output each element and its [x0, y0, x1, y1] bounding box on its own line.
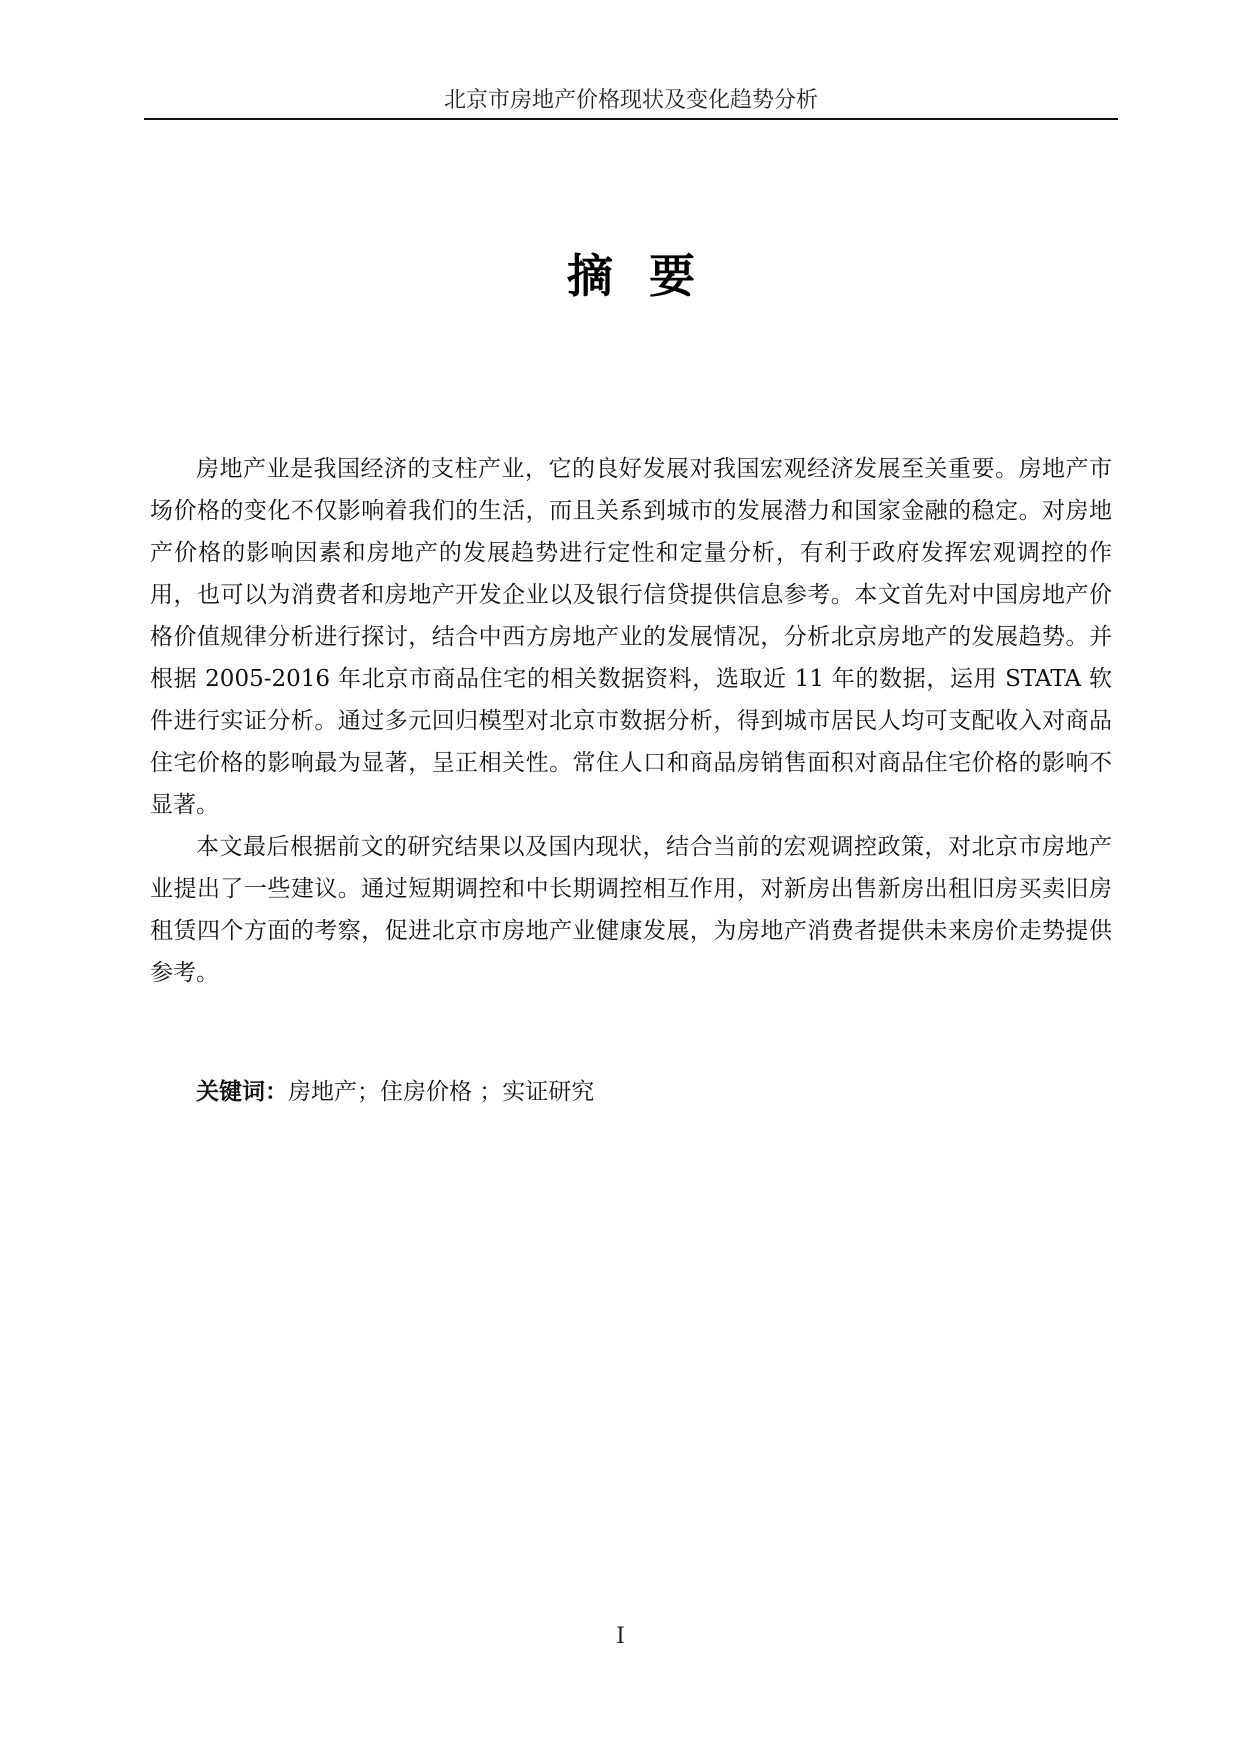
abstract-body: [150, 448, 1112, 994]
page-number: I: [616, 1624, 625, 1649]
keywords-values: 房地产；住房价格 ；实证研究: [288, 1079, 595, 1105]
abstract-paragraph-2: 本文最后根据前文的研究结果以及国内现状，结合当前的宏观调控政策，对北京市房地产业提出了一些建议。通过短期调控和中长期调控相互作用，对新房出售新房出租旧房买卖旧房租赁四个方面的考察，促进北京市房地产业健康发展，为房地产消费者提供未来房价走势提供参考。: [150, 834, 1112, 986]
keywords-line: [196, 1074, 594, 1110]
keywords-label: 关键词：: [196, 1079, 288, 1105]
header-divider: [144, 118, 1118, 120]
abstract-paragraph-1: 房地产业是我国经济的支柱产业，它的良好发展对我国宏观经济发展至关重要。房地产市场价格的变化不仅影响着我们的生活，而且关系到城市的发展潜力和国家金融的稳定。对房地产价格的影响因素和房地产的发展趋势进行定性和定量分析，有利于政府发挥宏观调控的作用，也可以为消费者和房地产开发企业以及银行信贷提供信息参考。本文首先对中国房地产价格价值规律分析进行探讨，结合中西方房地产业的发展情况，分析北京房地产的发展趋势。并根据 2005-2016 年北京市商品住宅的相关数据资料，选取近 11 年的数据，运用 STATA 软件进行实证分析。通过多元回归模型对北京市数据分析，得到城市居民人均可支配收入对商品住宅价格的影响最为显著，呈正相关性。常住人口和商品房销售面积对商品住宅价格的影响不显著。: [150, 456, 1112, 818]
abstract-title: 摘要: [567, 249, 731, 303]
running-header: 北京市房地产价格现状及变化趋势分析: [443, 88, 818, 113]
